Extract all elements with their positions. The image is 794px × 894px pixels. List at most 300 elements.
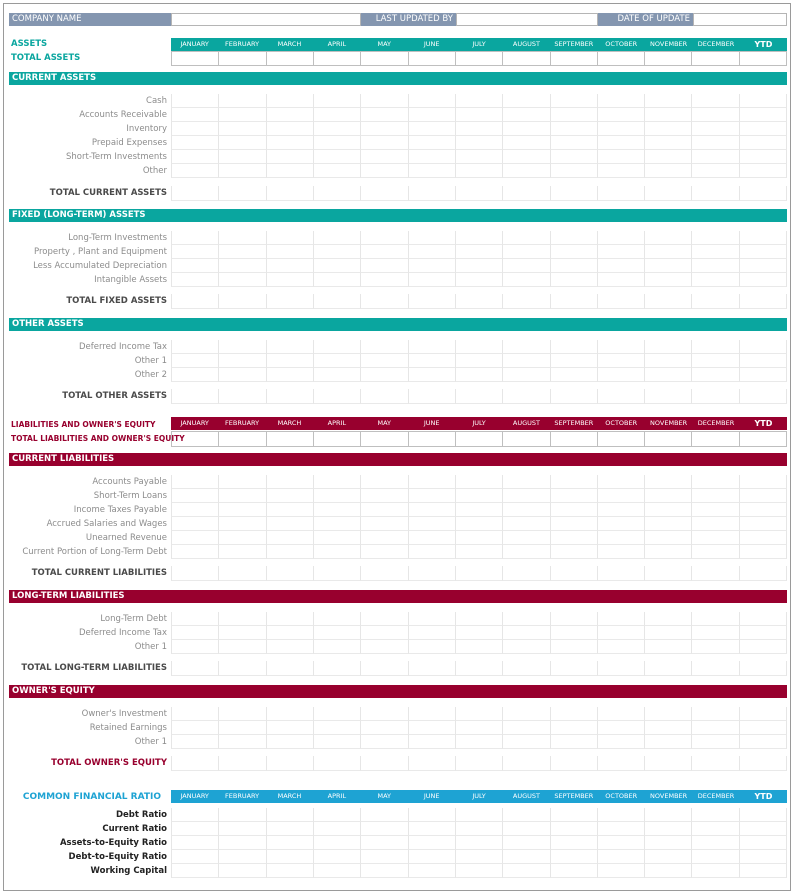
value-cell[interactable]: [171, 475, 219, 489]
value-cell[interactable]: [409, 640, 456, 654]
value-cell[interactable]: [598, 186, 645, 201]
value-cell[interactable]: [409, 566, 456, 581]
value-cell[interactable]: [314, 475, 361, 489]
value-cell[interactable]: [503, 354, 550, 368]
value-cell[interactable]: [361, 51, 408, 66]
value-cell[interactable]: [598, 808, 645, 822]
value-cell[interactable]: [219, 294, 266, 309]
value-cell[interactable]: [551, 245, 598, 259]
value-cell[interactable]: [314, 545, 361, 559]
value-cell[interactable]: [740, 850, 787, 864]
value-cell[interactable]: [409, 735, 456, 749]
value-cell[interactable]: [171, 735, 219, 749]
value-cell[interactable]: [645, 354, 692, 368]
value-cell[interactable]: [219, 431, 266, 447]
value-cell[interactable]: [361, 836, 408, 850]
value-cell[interactable]: [219, 517, 266, 531]
value-cell[interactable]: [551, 822, 598, 836]
value-cell[interactable]: [551, 186, 598, 201]
value-cell[interactable]: [692, 721, 739, 735]
value-cell[interactable]: [598, 864, 645, 878]
value-cell[interactable]: [314, 108, 361, 122]
value-cell[interactable]: [314, 612, 361, 626]
value-cell[interactable]: [503, 294, 550, 309]
value-cell[interactable]: [598, 822, 645, 836]
value-cell[interactable]: [409, 259, 456, 273]
value-cell[interactable]: [598, 503, 645, 517]
value-cell[interactable]: [171, 368, 219, 382]
value-cell[interactable]: [456, 164, 503, 178]
value-cell[interactable]: [171, 864, 219, 878]
value-cell[interactable]: [645, 864, 692, 878]
value-cell[interactable]: [598, 340, 645, 354]
value-cell[interactable]: [551, 517, 598, 531]
value-cell[interactable]: [409, 626, 456, 640]
value-cell[interactable]: [171, 294, 219, 309]
value-cell[interactable]: [171, 517, 219, 531]
value-cell[interactable]: [551, 735, 598, 749]
value-cell[interactable]: [598, 136, 645, 150]
value-cell[interactable]: [503, 850, 550, 864]
value-cell[interactable]: [219, 245, 266, 259]
value-cell[interactable]: [740, 756, 787, 771]
value-cell[interactable]: [314, 864, 361, 878]
value-cell[interactable]: [645, 566, 692, 581]
value-cell[interactable]: [551, 850, 598, 864]
value-cell[interactable]: [171, 122, 219, 136]
value-cell[interactable]: [740, 51, 787, 66]
value-cell[interactable]: [692, 531, 739, 545]
value-cell[interactable]: [740, 626, 787, 640]
value-cell[interactable]: [503, 475, 550, 489]
value-cell[interactable]: [645, 51, 692, 66]
value-cell[interactable]: [456, 368, 503, 382]
value-cell[interactable]: [171, 108, 219, 122]
value-cell[interactable]: [361, 864, 408, 878]
value-cell[interactable]: [740, 864, 787, 878]
value-cell[interactable]: [598, 164, 645, 178]
value-cell[interactable]: [267, 808, 314, 822]
value-cell[interactable]: [267, 850, 314, 864]
value-cell[interactable]: [314, 626, 361, 640]
value-cell[interactable]: [456, 245, 503, 259]
value-cell[interactable]: [171, 340, 219, 354]
value-cell[interactable]: [456, 640, 503, 654]
value-cell[interactable]: [171, 836, 219, 850]
value-cell[interactable]: [740, 164, 787, 178]
value-cell[interactable]: [645, 517, 692, 531]
value-cell[interactable]: [692, 475, 739, 489]
value-cell[interactable]: [740, 707, 787, 721]
value-cell[interactable]: [740, 186, 787, 201]
value-cell[interactable]: [692, 864, 739, 878]
value-cell[interactable]: [456, 136, 503, 150]
value-cell[interactable]: [692, 294, 739, 309]
value-cell[interactable]: [361, 164, 408, 178]
value-cell[interactable]: [171, 245, 219, 259]
value-cell[interactable]: [645, 122, 692, 136]
value-cell[interactable]: [314, 489, 361, 503]
value-cell[interactable]: [219, 273, 266, 287]
value-cell[interactable]: [740, 640, 787, 654]
value-cell[interactable]: [171, 431, 219, 447]
value-cell[interactable]: [740, 431, 787, 447]
value-cell[interactable]: [740, 273, 787, 287]
value-cell[interactable]: [171, 273, 219, 287]
value-cell[interactable]: [409, 164, 456, 178]
value-cell[interactable]: [409, 186, 456, 201]
value-cell[interactable]: [267, 136, 314, 150]
value-cell[interactable]: [503, 808, 550, 822]
value-cell[interactable]: [219, 756, 266, 771]
value-cell[interactable]: [645, 707, 692, 721]
value-cell[interactable]: [598, 475, 645, 489]
value-cell[interactable]: [598, 735, 645, 749]
value-cell[interactable]: [551, 259, 598, 273]
value-cell[interactable]: [314, 707, 361, 721]
value-cell[interactable]: [267, 368, 314, 382]
value-cell[interactable]: [503, 640, 550, 654]
value-cell[interactable]: [456, 661, 503, 676]
value-cell[interactable]: [551, 531, 598, 545]
value-cell[interactable]: [409, 850, 456, 864]
value-cell[interactable]: [219, 51, 266, 66]
value-cell[interactable]: [314, 231, 361, 245]
value-cell[interactable]: [551, 108, 598, 122]
value-cell[interactable]: [740, 108, 787, 122]
value-cell[interactable]: [503, 273, 550, 287]
value-cell[interactable]: [409, 368, 456, 382]
value-cell[interactable]: [409, 51, 456, 66]
company-name-input[interactable]: [171, 13, 361, 26]
value-cell[interactable]: [740, 340, 787, 354]
value-cell[interactable]: [598, 51, 645, 66]
value-cell[interactable]: [503, 517, 550, 531]
value-cell[interactable]: [456, 721, 503, 735]
value-cell[interactable]: [409, 612, 456, 626]
value-cell[interactable]: [692, 273, 739, 287]
value-cell[interactable]: [219, 822, 266, 836]
value-cell[interactable]: [503, 136, 550, 150]
value-cell[interactable]: [503, 259, 550, 273]
value-cell[interactable]: [361, 245, 408, 259]
value-cell[interactable]: [314, 94, 361, 108]
value-cell[interactable]: [267, 273, 314, 287]
value-cell[interactable]: [692, 850, 739, 864]
value-cell[interactable]: [692, 150, 739, 164]
value-cell[interactable]: [740, 545, 787, 559]
value-cell[interactable]: [361, 661, 408, 676]
value-cell[interactable]: [740, 475, 787, 489]
value-cell[interactable]: [267, 389, 314, 404]
value-cell[interactable]: [692, 231, 739, 245]
value-cell[interactable]: [267, 431, 314, 447]
value-cell[interactable]: [314, 721, 361, 735]
value-cell[interactable]: [361, 368, 408, 382]
value-cell[interactable]: [740, 612, 787, 626]
value-cell[interactable]: [361, 94, 408, 108]
value-cell[interactable]: [456, 566, 503, 581]
value-cell[interactable]: [314, 808, 361, 822]
value-cell[interactable]: [598, 545, 645, 559]
value-cell[interactable]: [598, 431, 645, 447]
value-cell[interactable]: [219, 475, 266, 489]
value-cell[interactable]: [645, 164, 692, 178]
value-cell[interactable]: [219, 864, 266, 878]
value-cell[interactable]: [267, 640, 314, 654]
value-cell[interactable]: [598, 231, 645, 245]
value-cell[interactable]: [267, 259, 314, 273]
value-cell[interactable]: [598, 354, 645, 368]
value-cell[interactable]: [314, 368, 361, 382]
value-cell[interactable]: [692, 354, 739, 368]
value-cell[interactable]: [409, 273, 456, 287]
value-cell[interactable]: [409, 545, 456, 559]
value-cell[interactable]: [692, 245, 739, 259]
value-cell[interactable]: [267, 340, 314, 354]
value-cell[interactable]: [456, 94, 503, 108]
value-cell[interactable]: [503, 707, 550, 721]
value-cell[interactable]: [267, 164, 314, 178]
value-cell[interactable]: [740, 489, 787, 503]
value-cell[interactable]: [267, 626, 314, 640]
value-cell[interactable]: [692, 612, 739, 626]
value-cell[interactable]: [267, 245, 314, 259]
value-cell[interactable]: [503, 612, 550, 626]
value-cell[interactable]: [503, 186, 550, 201]
value-cell[interactable]: [219, 186, 266, 201]
value-cell[interactable]: [645, 503, 692, 517]
value-cell[interactable]: [740, 389, 787, 404]
value-cell[interactable]: [740, 231, 787, 245]
value-cell[interactable]: [314, 566, 361, 581]
value-cell[interactable]: [361, 707, 408, 721]
value-cell[interactable]: [740, 354, 787, 368]
value-cell[interactable]: [551, 503, 598, 517]
value-cell[interactable]: [171, 612, 219, 626]
value-cell[interactable]: [740, 150, 787, 164]
value-cell[interactable]: [267, 475, 314, 489]
value-cell[interactable]: [171, 531, 219, 545]
value-cell[interactable]: [361, 231, 408, 245]
value-cell[interactable]: [314, 836, 361, 850]
value-cell[interactable]: [692, 51, 739, 66]
value-cell[interactable]: [456, 389, 503, 404]
value-cell[interactable]: [503, 626, 550, 640]
value-cell[interactable]: [645, 389, 692, 404]
value-cell[interactable]: [551, 354, 598, 368]
value-cell[interactable]: [361, 626, 408, 640]
value-cell[interactable]: [409, 150, 456, 164]
value-cell[interactable]: [551, 626, 598, 640]
value-cell[interactable]: [598, 368, 645, 382]
value-cell[interactable]: [551, 640, 598, 654]
value-cell[interactable]: [503, 822, 550, 836]
value-cell[interactable]: [409, 136, 456, 150]
value-cell[interactable]: [267, 721, 314, 735]
value-cell[interactable]: [551, 122, 598, 136]
value-cell[interactable]: [503, 150, 550, 164]
value-cell[interactable]: [314, 136, 361, 150]
value-cell[interactable]: [740, 517, 787, 531]
value-cell[interactable]: [361, 640, 408, 654]
value-cell[interactable]: [219, 340, 266, 354]
value-cell[interactable]: [171, 707, 219, 721]
value-cell[interactable]: [219, 368, 266, 382]
value-cell[interactable]: [645, 475, 692, 489]
value-cell[interactable]: [551, 150, 598, 164]
value-cell[interactable]: [456, 626, 503, 640]
value-cell[interactable]: [219, 707, 266, 721]
value-cell[interactable]: [409, 503, 456, 517]
value-cell[interactable]: [598, 531, 645, 545]
value-cell[interactable]: [219, 136, 266, 150]
value-cell[interactable]: [456, 273, 503, 287]
value-cell[interactable]: [740, 368, 787, 382]
value-cell[interactable]: [503, 836, 550, 850]
value-cell[interactable]: [503, 503, 550, 517]
value-cell[interactable]: [692, 122, 739, 136]
value-cell[interactable]: [740, 122, 787, 136]
value-cell[interactable]: [267, 489, 314, 503]
value-cell[interactable]: [409, 340, 456, 354]
value-cell[interactable]: [740, 822, 787, 836]
value-cell[interactable]: [456, 850, 503, 864]
value-cell[interactable]: [456, 122, 503, 136]
value-cell[interactable]: [409, 756, 456, 771]
value-cell[interactable]: [171, 503, 219, 517]
value-cell[interactable]: [503, 864, 550, 878]
value-cell[interactable]: [456, 475, 503, 489]
value-cell[interactable]: [171, 626, 219, 640]
value-cell[interactable]: [361, 489, 408, 503]
value-cell[interactable]: [219, 389, 266, 404]
value-cell[interactable]: [551, 340, 598, 354]
value-cell[interactable]: [171, 354, 219, 368]
value-cell[interactable]: [740, 531, 787, 545]
value-cell[interactable]: [361, 294, 408, 309]
value-cell[interactable]: [740, 808, 787, 822]
value-cell[interactable]: [645, 136, 692, 150]
value-cell[interactable]: [551, 756, 598, 771]
value-cell[interactable]: [503, 340, 550, 354]
value-cell[interactable]: [267, 354, 314, 368]
value-cell[interactable]: [409, 721, 456, 735]
value-cell[interactable]: [740, 566, 787, 581]
value-cell[interactable]: [692, 340, 739, 354]
value-cell[interactable]: [314, 186, 361, 201]
value-cell[interactable]: [267, 94, 314, 108]
value-cell[interactable]: [267, 707, 314, 721]
value-cell[interactable]: [314, 150, 361, 164]
value-cell[interactable]: [409, 108, 456, 122]
value-cell[interactable]: [456, 864, 503, 878]
value-cell[interactable]: [219, 354, 266, 368]
value-cell[interactable]: [692, 756, 739, 771]
value-cell[interactable]: [503, 245, 550, 259]
value-cell[interactable]: [740, 503, 787, 517]
value-cell[interactable]: [219, 259, 266, 273]
value-cell[interactable]: [456, 822, 503, 836]
value-cell[interactable]: [692, 136, 739, 150]
value-cell[interactable]: [267, 150, 314, 164]
value-cell[interactable]: [551, 164, 598, 178]
value-cell[interactable]: [314, 340, 361, 354]
value-cell[interactable]: [361, 503, 408, 517]
value-cell[interactable]: [551, 707, 598, 721]
value-cell[interactable]: [551, 431, 598, 447]
value-cell[interactable]: [598, 612, 645, 626]
value-cell[interactable]: [409, 808, 456, 822]
value-cell[interactable]: [598, 850, 645, 864]
value-cell[interactable]: [645, 531, 692, 545]
value-cell[interactable]: [503, 661, 550, 676]
value-cell[interactable]: [361, 808, 408, 822]
value-cell[interactable]: [503, 489, 550, 503]
value-cell[interactable]: [456, 186, 503, 201]
value-cell[interactable]: [692, 707, 739, 721]
value-cell[interactable]: [409, 864, 456, 878]
value-cell[interactable]: [551, 273, 598, 287]
value-cell[interactable]: [645, 368, 692, 382]
value-cell[interactable]: [267, 186, 314, 201]
value-cell[interactable]: [314, 431, 361, 447]
value-cell[interactable]: [740, 721, 787, 735]
value-cell[interactable]: [361, 340, 408, 354]
value-cell[interactable]: [171, 721, 219, 735]
value-cell[interactable]: [551, 51, 598, 66]
value-cell[interactable]: [692, 545, 739, 559]
value-cell[interactable]: [598, 640, 645, 654]
value-cell[interactable]: [409, 489, 456, 503]
value-cell[interactable]: [314, 273, 361, 287]
value-cell[interactable]: [598, 756, 645, 771]
value-cell[interactable]: [409, 231, 456, 245]
value-cell[interactable]: [598, 108, 645, 122]
value-cell[interactable]: [267, 108, 314, 122]
value-cell[interactable]: [361, 735, 408, 749]
value-cell[interactable]: [456, 756, 503, 771]
value-cell[interactable]: [598, 707, 645, 721]
value-cell[interactable]: [171, 489, 219, 503]
value-cell[interactable]: [503, 164, 550, 178]
value-cell[interactable]: [409, 517, 456, 531]
value-cell[interactable]: [551, 612, 598, 626]
value-cell[interactable]: [456, 545, 503, 559]
value-cell[interactable]: [361, 108, 408, 122]
value-cell[interactable]: [503, 122, 550, 136]
value-cell[interactable]: [645, 259, 692, 273]
value-cell[interactable]: [551, 864, 598, 878]
value-cell[interactable]: [551, 231, 598, 245]
value-cell[interactable]: [409, 245, 456, 259]
value-cell[interactable]: [503, 531, 550, 545]
value-cell[interactable]: [361, 475, 408, 489]
value-cell[interactable]: [551, 94, 598, 108]
value-cell[interactable]: [361, 431, 408, 447]
value-cell[interactable]: [503, 756, 550, 771]
value-cell[interactable]: [314, 661, 361, 676]
value-cell[interactable]: [692, 389, 739, 404]
value-cell[interactable]: [361, 612, 408, 626]
value-cell[interactable]: [171, 850, 219, 864]
value-cell[interactable]: [267, 294, 314, 309]
value-cell[interactable]: [219, 122, 266, 136]
value-cell[interactable]: [456, 707, 503, 721]
value-cell[interactable]: [171, 822, 219, 836]
value-cell[interactable]: [314, 531, 361, 545]
value-cell[interactable]: [645, 836, 692, 850]
